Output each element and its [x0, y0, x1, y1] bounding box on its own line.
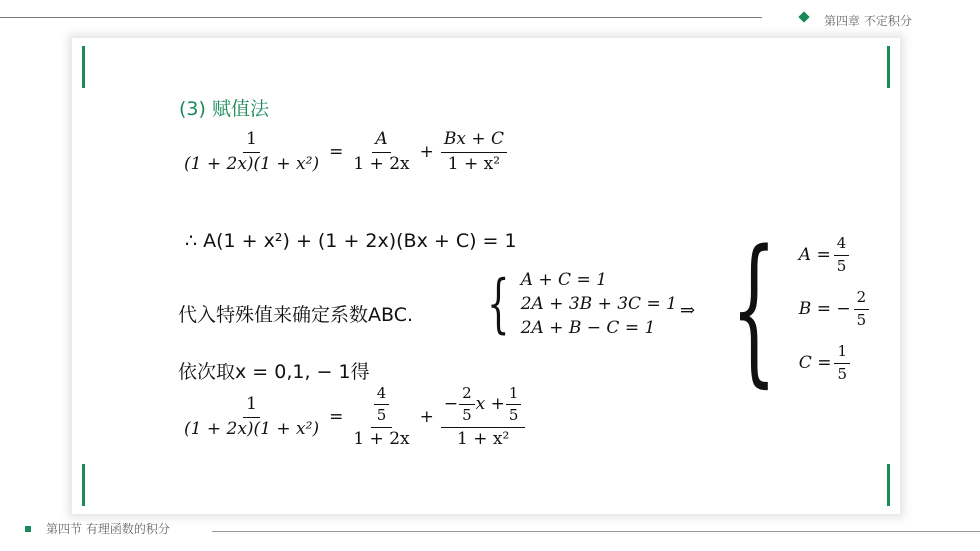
final-term-1: $\frac{\frac{4}{5}}{1 + 2x}$ [353, 384, 410, 449]
equation-system: { A + C = 1 2A + 3B + 3C = 1 2A + B − C = 1 [487, 267, 677, 341]
term-bc-fraction: $\frac{Bx + C}{\text{1 + x²}}$ [441, 130, 507, 174]
term-a-fraction: $\frac{A}{1 + 2x}$ [353, 129, 410, 174]
system-equation-3: 2A + B − C = 1 [520, 318, 656, 338]
solution-a: A = $\frac{4}{5}$ [799, 228, 872, 282]
section-marker-icon [25, 526, 31, 532]
system-equation-2: 2A + 3B + 3C = 1 [520, 294, 677, 314]
identity-equation: ∴ A(1 + x²) + (1 + 2x)(Bx + C) = 1 [185, 230, 517, 252]
footer-rule [212, 531, 980, 532]
solution-system: { A = $\frac{4}{5}$ B = − $\frac{2}{5}$ C = $\frac{1}{5}$ [703, 228, 872, 390]
section-heading: (3) 赋值法 [179, 98, 269, 120]
corner-accent-top-right [887, 46, 890, 88]
chapter-title: 第四章 不定积分 [824, 14, 912, 28]
lhs-fraction: $\frac{1}{\text{(1 + 2x)(1 + x²)}}$ [184, 129, 320, 174]
final-decomposition: $\frac{1}{\text{(1 + 2x)(1 + x²)}}$ = $\frac{\frac{4}{5}}{1 + 2x}$ + − $\frac{2}{5}$ x + $\frac{1}{5}$ 1 + x² [178, 385, 528, 449]
system-equation-1: A + C = 1 [520, 270, 607, 290]
diamond-icon [798, 11, 809, 22]
implies-arrow: ⇒ [680, 300, 696, 321]
substitution-note: 依次取x = 0,1, − 1得 [178, 361, 370, 383]
header-rule [0, 17, 762, 18]
solution-c: C = $\frac{1}{5}$ [799, 336, 872, 390]
method-description: 代入特殊值来确定系数ABC. [178, 304, 414, 326]
corner-accent-top-left [82, 46, 85, 88]
section-title: 第四节 有理函数的积分 [46, 522, 170, 536]
final-lhs-fraction: $\frac{1}{\text{(1 + 2x)(1 + x²)}}$ [184, 393, 320, 439]
solution-b: B = − $\frac{2}{5}$ [799, 282, 872, 336]
partial-fraction-equation: $\frac{1}{\text{(1 + 2x)(1 + x²)}}$ = $\frac{A}{1 + 2x}$ + $\frac{Bx + C}{\text{1 + x²}}$ [178, 130, 510, 174]
final-term-2: − $\frac{2}{5}$ x + $\frac{1}{5}$ 1 + x² [441, 385, 526, 449]
corner-accent-bottom-left [82, 464, 85, 506]
corner-accent-bottom-right [887, 464, 890, 506]
